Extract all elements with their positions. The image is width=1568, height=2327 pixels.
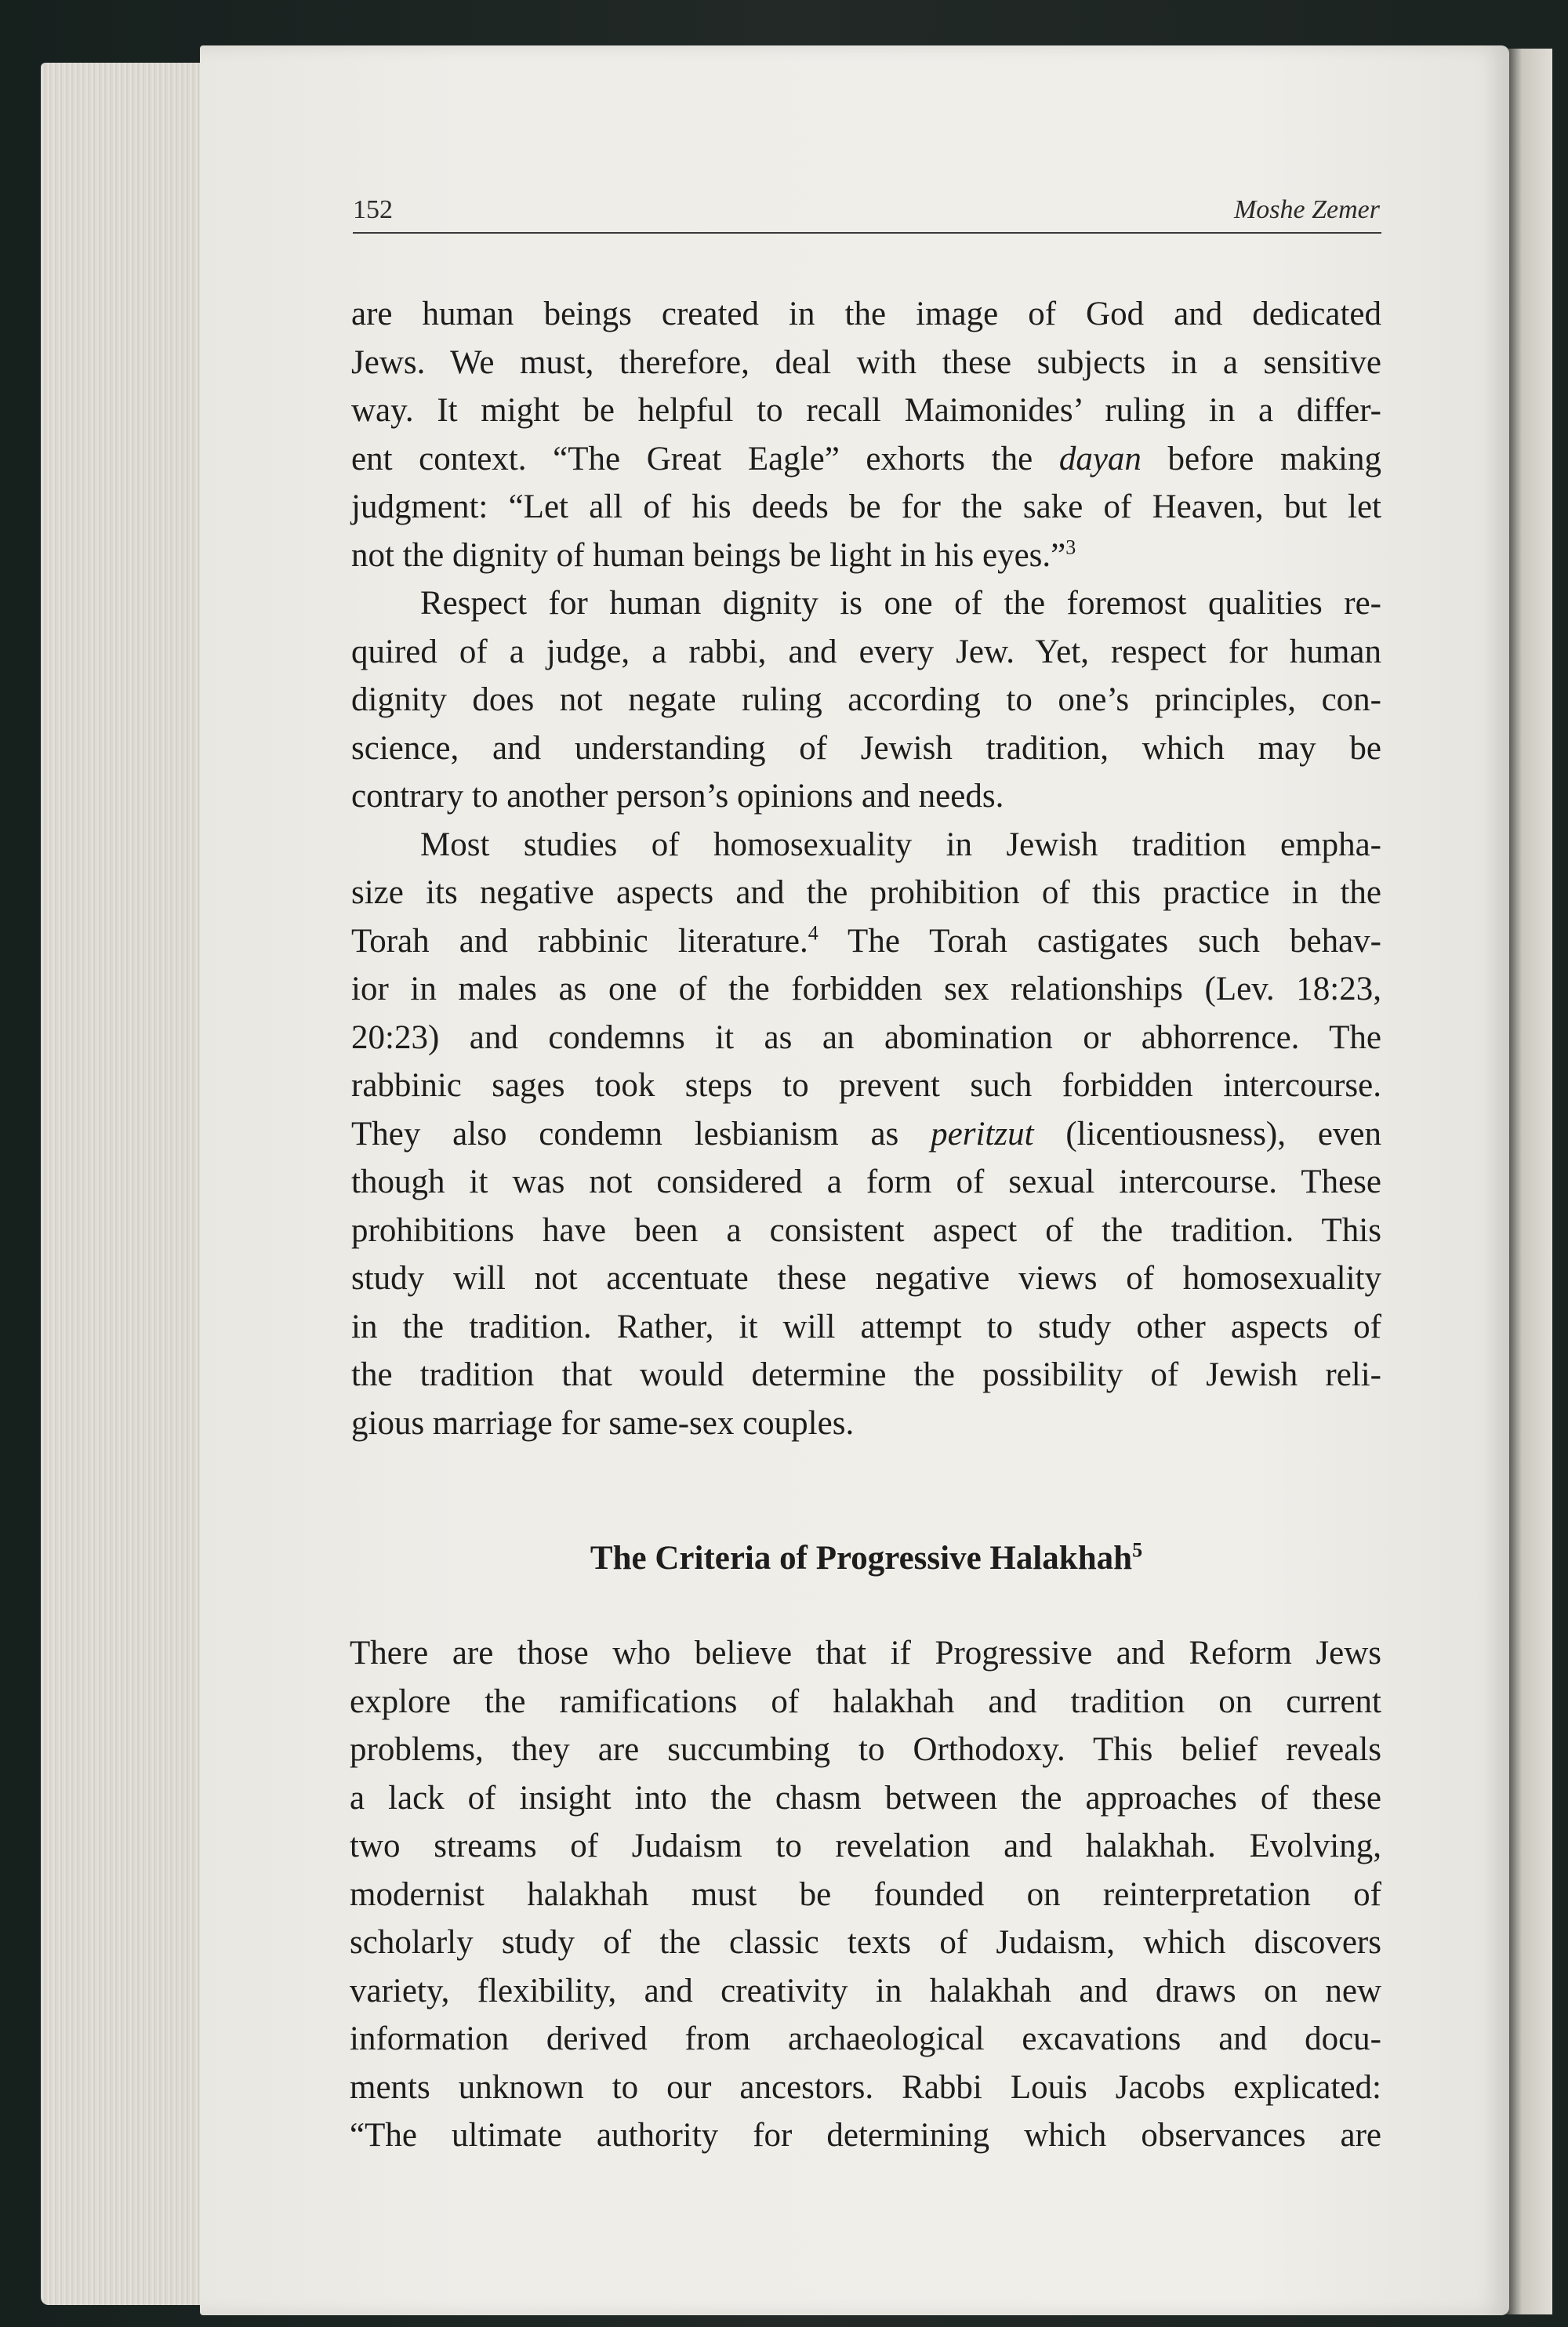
footnote-ref: 4 — [808, 921, 818, 945]
text-fragment: ent context. “The Great Eagle” exhorts the — [351, 440, 1059, 477]
text-line: a lack of insight into the chasm between the approaches of these — [350, 1779, 1381, 1817]
text-line: explore the ramifications of halakhah and tradition on current — [350, 1683, 1381, 1720]
text-fragment: not the dignity of human beings be light in his eyes.” — [351, 536, 1066, 574]
text-line: Jews. We must, therefore, deal with these subjects in a sensitive — [351, 343, 1381, 381]
text-line: Respect for human dignity is one of the foremost qualities re- — [420, 585, 1381, 622]
text-line: scholarly study of the classic texts of Judaism, which discovers — [350, 1924, 1381, 1961]
text-line — [351, 917, 1381, 966]
text-line: variety, flexibility, and creativity in halakhah and draws on new — [350, 1972, 1381, 2009]
text-line: problems, they are succumbing to Orthodoxy. This belief reveals — [350, 1731, 1381, 1768]
text-line: quired of a judge, a rabbi, and every Jew. Yet, respect for human — [351, 633, 1381, 670]
body-text-top — [351, 290, 1381, 1447]
text-fragment: They also condemn lesbianism as — [351, 1115, 931, 1153]
text-line: are human beings created in the image of God and dedicated — [351, 296, 1381, 332]
text-line: 20:23) and condemns it as an abomination or abhorrence. The — [351, 1018, 1381, 1056]
text-line: rabbinic sages took steps to prevent such forbidden intercourse. — [351, 1067, 1381, 1104]
text-line: ior in males as one of the forbidden sex relationships (Lev. 18:23, — [351, 971, 1381, 1007]
footnote-ref: 5 — [1132, 1538, 1143, 1562]
text-line — [351, 435, 1381, 484]
facing-page-edge — [1505, 49, 1552, 2314]
text-line — [351, 1110, 1381, 1159]
page-number: 152 — [353, 195, 393, 224]
text-line: ments unknown to our ancestors. Rabbi Louis Jacobs explicated: — [350, 2068, 1381, 2106]
book-page-edges — [41, 63, 213, 2305]
running-head — [353, 193, 1381, 234]
text-fragment: (licentiousness), even — [1033, 1115, 1381, 1153]
italic-term: dayan — [1058, 440, 1142, 477]
text-line: the tradition that would determine the possibility of Jewish reli- — [351, 1356, 1381, 1393]
text-fragment: The Torah castigates such behav- — [818, 922, 1381, 960]
italic-term: peritzut — [931, 1115, 1034, 1153]
paragraph-3 — [351, 821, 1381, 1448]
section-heading-text: The Criteria of Progressive Halakhah — [590, 1540, 1133, 1577]
text-line: There are those who believe that if Progressive and Reform Jews — [350, 1635, 1381, 1672]
text-line: though it was not considered a form of sexual intercourse. These — [351, 1164, 1381, 1200]
text-line: study will not accentuate these negative views of homosexuality — [351, 1260, 1381, 1297]
body-text-bottom — [350, 1629, 1381, 2160]
text-line: prohibitions have been a consistent aspect of the tradition. This — [351, 1211, 1381, 1249]
text-line: “The ultimate authority for determining which observances are — [350, 2117, 1381, 2154]
paragraph-2 — [351, 579, 1381, 821]
footnote-ref: 3 — [1065, 535, 1076, 559]
text-line — [351, 532, 1381, 580]
running-head-author: Moshe Zemer — [1233, 195, 1380, 224]
text-fragment: Torah and rabbinic literature. — [351, 922, 808, 960]
text-line: size its negative aspects and the prohibition of this practice in the — [351, 874, 1381, 911]
text-line: judgment: “Let all of his deeds be for the sake of Heaven, but let — [351, 488, 1381, 525]
section-heading — [351, 1535, 1381, 1582]
text-line: way. It might be helpful to recall Maimonides’ ruling in a differ- — [351, 392, 1381, 429]
text-line: contrary to another person’s opinions and needs. — [351, 778, 1004, 815]
text-line: Most studies of homosexuality in Jewish tradition empha- — [420, 826, 1381, 863]
text-line: information derived from archaeological excavations and docu- — [350, 2020, 1381, 2057]
text-fragment: before making — [1141, 440, 1381, 477]
text-line: science, and understanding of Jewish tradition, which may be — [351, 729, 1381, 767]
text-line: dignity does not negate ruling according to one’s principles, con- — [351, 681, 1381, 718]
text-line: two streams of Judaism to revelation and halakhah. Evolving, — [350, 1828, 1381, 1864]
paragraph-1 — [351, 290, 1381, 579]
text-line: in the tradition. Rather, it will attempt to study other aspects of — [351, 1308, 1381, 1345]
text-line: modernist halakhah must be founded on reinterpretation of — [350, 1875, 1381, 1913]
text-line: gious marriage for same-sex couples. — [351, 1404, 855, 1442]
paragraph-4 — [350, 1629, 1381, 2160]
